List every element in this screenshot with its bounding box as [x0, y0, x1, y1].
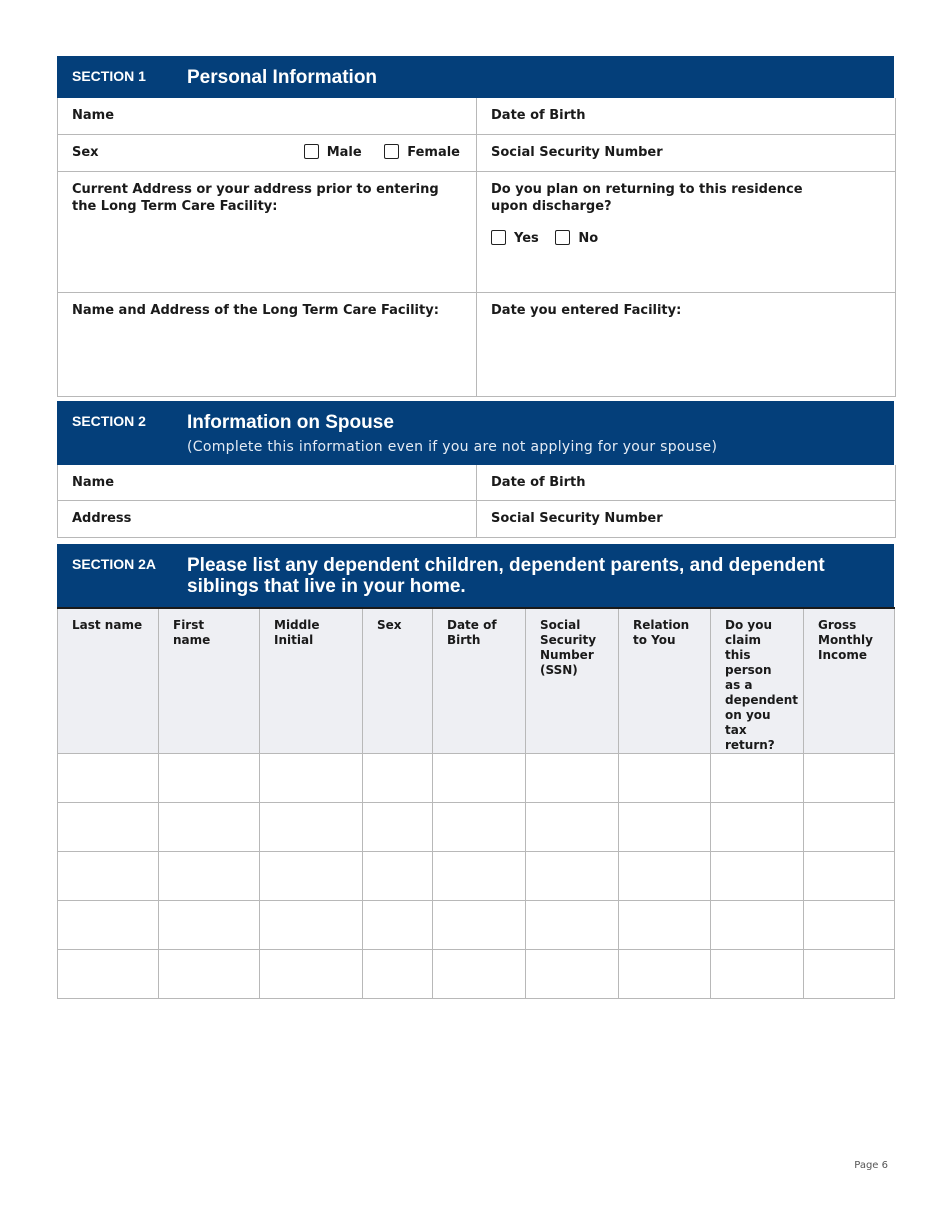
ssn-label: Social Security Number: [491, 145, 663, 160]
section2a-title: Please list any dependent children, dependent parents, and dependent siblings that live in your home.: [187, 555, 825, 597]
table-cell[interactable]: [58, 803, 159, 852]
date-entered-field[interactable]: [477, 293, 894, 396]
table-cell[interactable]: [159, 901, 260, 950]
table-cell[interactable]: [159, 852, 260, 901]
table-cell[interactable]: [363, 901, 433, 950]
table-cell[interactable]: [804, 852, 895, 901]
table-cell[interactable]: [433, 803, 526, 852]
table-cell[interactable]: [159, 803, 260, 852]
table-cell[interactable]: [619, 852, 711, 901]
table-cell[interactable]: [58, 950, 159, 999]
table-cell[interactable]: [433, 950, 526, 999]
section2-title: Information on Spouse: [187, 412, 394, 433]
yes-option[interactable]: [491, 231, 543, 246]
table-row: [58, 852, 895, 901]
section1-header: [57, 56, 894, 98]
spouse-name-label: Name: [72, 475, 115, 490]
no-option[interactable]: [555, 230, 598, 247]
return-residence-label: Do you plan on returning to this residence upon discharge?: [491, 182, 803, 214]
table-row: [58, 803, 895, 852]
ssn-field[interactable]: [477, 135, 894, 171]
table-cell[interactable]: [433, 901, 526, 950]
yes-checkbox[interactable]: [491, 230, 506, 245]
female-option[interactable]: [384, 144, 460, 161]
name-label: Name: [72, 108, 115, 123]
table-cell[interactable]: [619, 950, 711, 999]
col-first-name: First name: [159, 608, 260, 754]
col-sex: Sex: [363, 608, 433, 754]
spouse-address-field[interactable]: [58, 501, 477, 537]
table-cell[interactable]: [260, 950, 363, 999]
table-cell[interactable]: [804, 803, 895, 852]
name-field[interactable]: [58, 98, 477, 134]
male-checkbox[interactable]: [304, 144, 319, 159]
table-cell[interactable]: [260, 803, 363, 852]
table-cell[interactable]: [526, 901, 619, 950]
spouse-address-label: Address: [72, 511, 132, 526]
table-row: [58, 901, 895, 950]
col-last-name: Last name: [58, 608, 159, 754]
facility-field[interactable]: [58, 293, 477, 396]
table-cell[interactable]: [526, 754, 619, 803]
no-checkbox[interactable]: [555, 230, 570, 245]
section2-header: [57, 401, 894, 465]
col-middle-initial: Middle Initial: [260, 608, 363, 754]
current-address-label: Current Address or your address prior to entering the Long Term Care Facility:: [72, 182, 439, 214]
section1-form: [57, 98, 896, 397]
table-cell[interactable]: [619, 754, 711, 803]
table-cell[interactable]: [711, 852, 804, 901]
col-gross-income: Gross Monthly Income: [804, 608, 895, 754]
sex-label: Sex: [72, 145, 99, 160]
section2-subtitle: (Complete this information even if you are not applying for your spouse): [187, 439, 718, 455]
col-claim-dependent: Do you claim this person as a dependent on you tax return?: [711, 608, 804, 754]
col-relation: Relation to You: [619, 608, 711, 754]
table-cell[interactable]: [804, 901, 895, 950]
table-row: [58, 754, 895, 803]
table-cell[interactable]: [526, 852, 619, 901]
table-cell[interactable]: [526, 803, 619, 852]
female-checkbox[interactable]: [384, 144, 399, 159]
current-address-field[interactable]: [58, 172, 477, 292]
table-row: [58, 950, 895, 999]
table-cell[interactable]: [433, 754, 526, 803]
table-cell[interactable]: [526, 950, 619, 999]
table-cell[interactable]: [804, 950, 895, 999]
section1-title: Personal Information: [187, 67, 378, 88]
table-cell[interactable]: [260, 852, 363, 901]
table-cell[interactable]: [711, 754, 804, 803]
table-cell[interactable]: [711, 901, 804, 950]
col-ssn: Social Security Number (SSN): [526, 608, 619, 754]
table-cell[interactable]: [159, 754, 260, 803]
return-residence-field: [477, 172, 894, 292]
female-label: Female: [407, 145, 460, 160]
dob-field[interactable]: [477, 98, 894, 134]
section2-form: [57, 465, 896, 538]
table-cell[interactable]: [711, 803, 804, 852]
section2-tag: SECTION 2: [72, 413, 146, 429]
spouse-ssn-field[interactable]: [477, 501, 894, 537]
table-cell[interactable]: [260, 754, 363, 803]
dependents-header-row: [58, 608, 895, 754]
spouse-name-field[interactable]: [58, 465, 477, 500]
table-cell[interactable]: [804, 754, 895, 803]
section2a-tag: SECTION 2A: [72, 556, 157, 572]
no-label: No: [578, 231, 599, 246]
table-cell[interactable]: [58, 901, 159, 950]
table-cell[interactable]: [711, 950, 804, 999]
table-cell[interactable]: [619, 901, 711, 950]
spouse-dob-field[interactable]: [477, 465, 894, 500]
section1-tag: SECTION 1: [72, 68, 146, 84]
spouse-dob-label: Date of Birth: [491, 475, 586, 490]
col-date-of-birth: Date of Birth: [433, 608, 526, 754]
table-cell[interactable]: [58, 852, 159, 901]
dependents-table: [57, 607, 895, 999]
yes-label: Yes: [514, 231, 539, 246]
table-cell[interactable]: [363, 852, 433, 901]
page-number: Page 6: [854, 1160, 888, 1171]
table-cell[interactable]: [260, 901, 363, 950]
dob-label: Date of Birth: [491, 108, 586, 123]
sex-field: [58, 135, 477, 171]
table-cell[interactable]: [159, 950, 260, 999]
date-entered-label: Date you entered Facility:: [491, 303, 682, 318]
male-label: Male: [326, 145, 362, 160]
section2a-header: [57, 544, 894, 607]
table-cell[interactable]: [363, 754, 433, 803]
table-cell[interactable]: [363, 803, 433, 852]
facility-label: Name and Address of the Long Term Care Facility:: [72, 303, 439, 318]
table-cell[interactable]: [58, 754, 159, 803]
spouse-ssn-label: Social Security Number: [491, 511, 663, 526]
table-cell[interactable]: [433, 852, 526, 901]
table-cell[interactable]: [619, 803, 711, 852]
male-option[interactable]: [304, 144, 362, 161]
table-cell[interactable]: [363, 950, 433, 999]
